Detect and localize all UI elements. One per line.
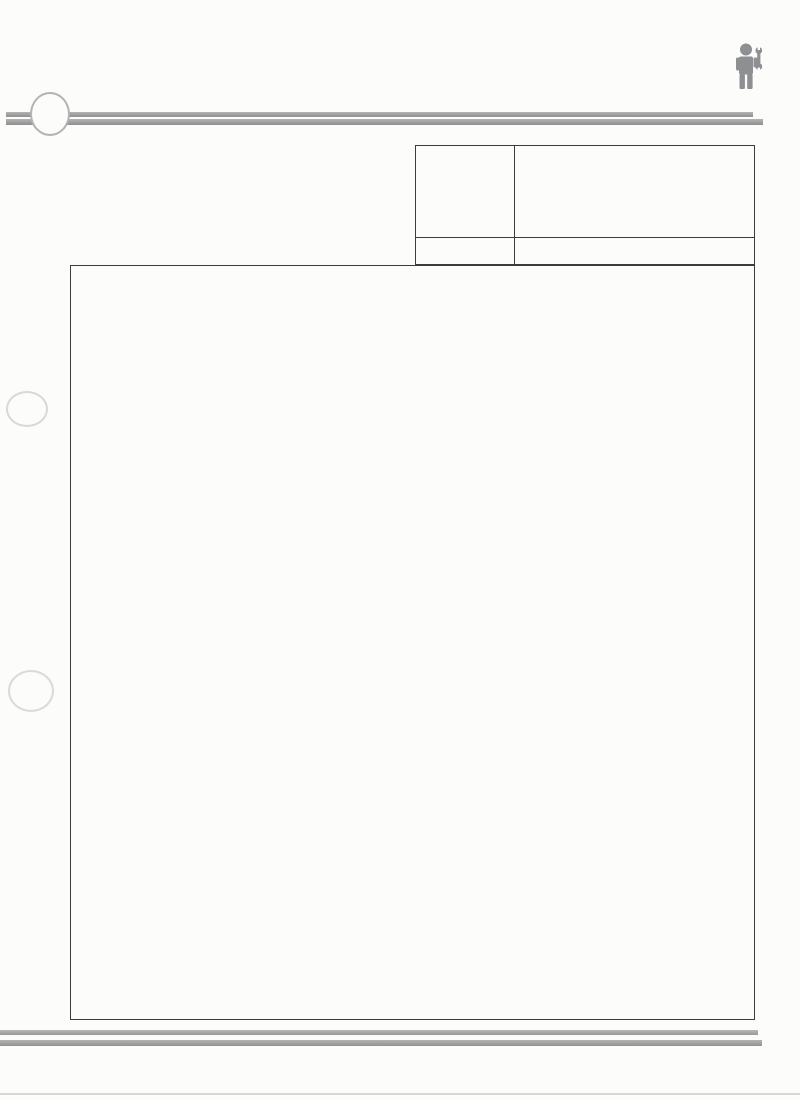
page-edge-line — [0, 1093, 800, 1095]
header-first-group — [416, 146, 514, 237]
top-divider-bar — [6, 112, 753, 117]
mechanic-with-wrench-icon — [727, 42, 769, 97]
header-group-divider — [514, 146, 515, 265]
punch-hole — [6, 391, 48, 427]
schedule-table — [70, 265, 755, 1020]
punch-hole — [8, 670, 54, 712]
top-divider-bar — [6, 119, 763, 125]
schedule-header — [415, 145, 755, 265]
punch-hole — [30, 92, 70, 136]
bottom-divider-bar — [0, 1040, 762, 1046]
bottom-divider-bar — [0, 1030, 758, 1035]
header-row-divider — [416, 237, 755, 238]
header-every-group — [514, 146, 755, 237]
